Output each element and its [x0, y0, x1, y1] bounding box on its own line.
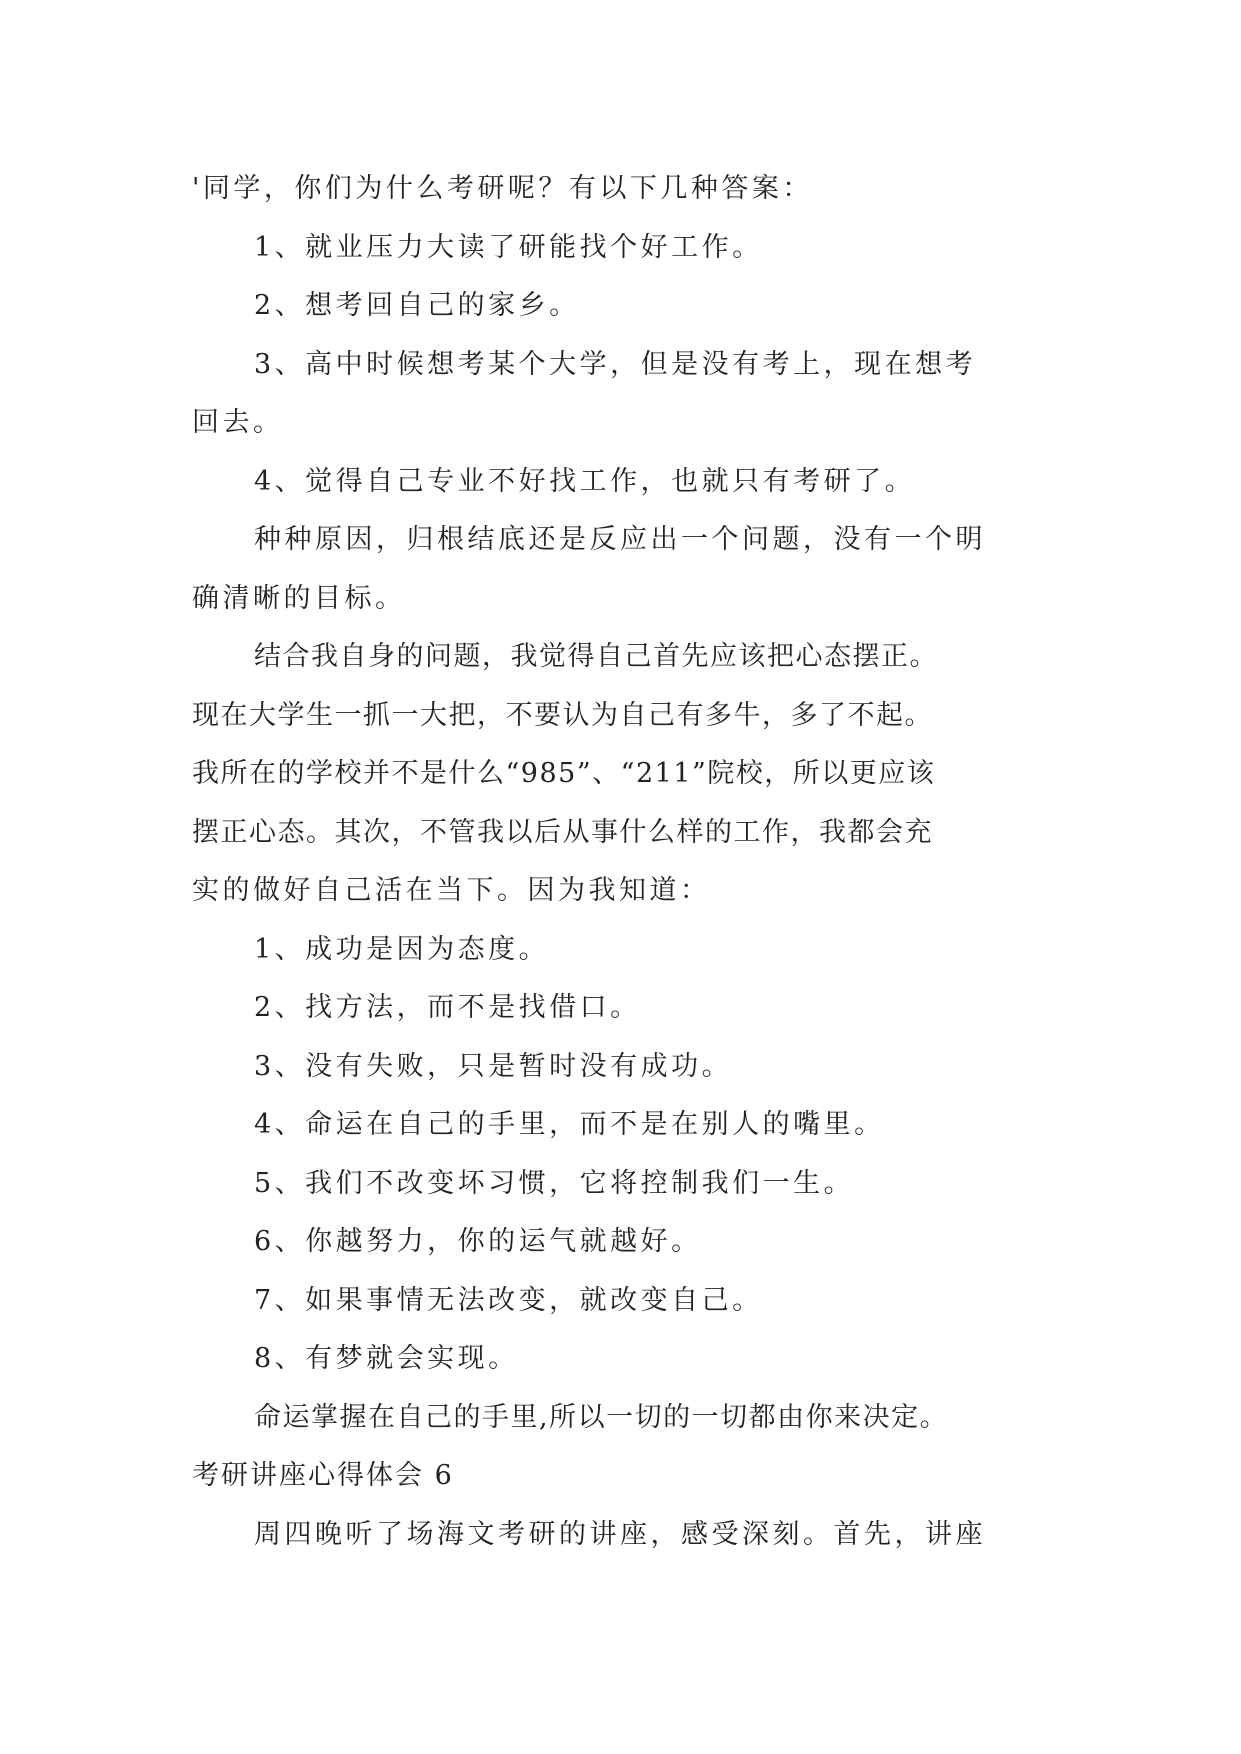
- paragraph-line: '同学，你们为什么考研呢？有以下几种答案：: [192, 173, 813, 204]
- document-body: [192, 160, 1072, 1564]
- list-item: 5、我们不改变坏习惯，它将控制我们一生。: [254, 1167, 855, 1199]
- list-item: 7、如果事情无法改变，就改变自己。: [254, 1284, 763, 1316]
- list-item: 6、你越努力，你的运气就越好。: [254, 1226, 702, 1257]
- paragraph-line: 确清晰的目标。: [192, 582, 406, 614]
- paragraph-line: 现在大学生一抓一大把，不要认为自己有多牛，多了不起。: [192, 699, 933, 731]
- list-item: 4、觉得自己专业不好找工作，也就只有考研了。: [254, 465, 916, 497]
- paragraph-line: 命运掌握在自己的手里,所以一切的一切都由你来决定。: [254, 1401, 949, 1433]
- paragraph-line: 回去。: [192, 407, 284, 438]
- list-item: 3、高中时候想考某个大学，但是没有考上，现在想考: [254, 348, 977, 380]
- paragraph-line: 结合我自身的问题，我觉得自己首先应该把心态摆正。: [254, 641, 938, 672]
- paragraph-line: 实的做好自己活在当下。因为我知道：: [192, 875, 711, 906]
- list-item: 2、想考回自己的家乡。: [254, 290, 580, 321]
- list-item: 2、找方法，而不是找借口。: [254, 992, 641, 1023]
- paragraph-line: 种种原因，归根结底还是反应出一个问题，没有一个明: [254, 524, 986, 555]
- list-item: 3、没有失败，只是暂时没有成功。: [254, 1050, 733, 1082]
- list-item: 1、成功是因为态度。: [254, 933, 550, 965]
- list-item: 4、命运在自己的手里，而不是在别人的嘴里。: [254, 1109, 885, 1140]
- paragraph-line: 我所在的学校并不是什么“985”、“211”院校，所以更应该: [192, 758, 936, 789]
- list-item: 1、就业压力大读了研能找个好工作。: [254, 231, 763, 263]
- list-item: 8、有梦就会实现。: [254, 1343, 519, 1374]
- paragraph-line: 摆正心态。其次，不管我以后从事什么样的工作，我都会充: [192, 816, 933, 848]
- section-heading: 考研讲座心得体会 6: [192, 1460, 454, 1491]
- paragraph-line: 周四晚听了场海文考研的讲座，感受深刻。首先，讲座: [254, 1518, 986, 1550]
